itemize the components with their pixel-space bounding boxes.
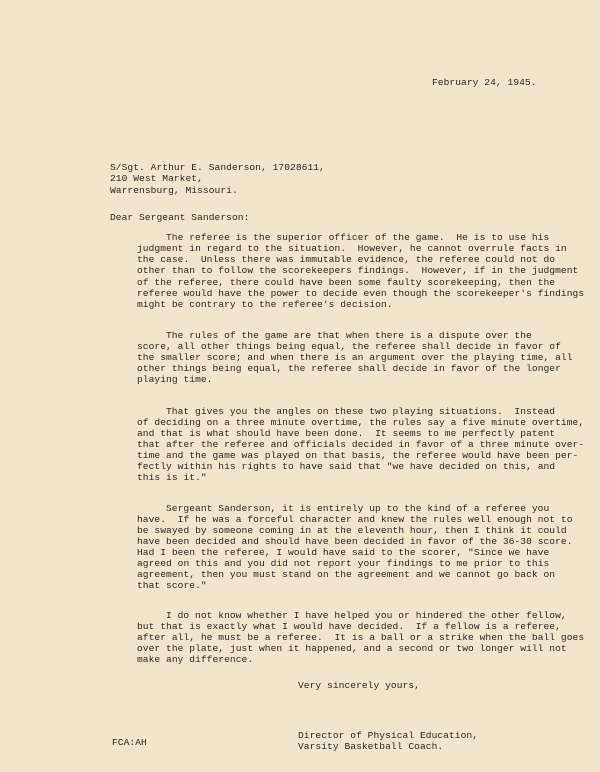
reference-initials: FCA:AH xyxy=(112,737,147,748)
text-line: other than to follow the scorekeepers findings. However, if in the judgment xyxy=(137,265,579,276)
text-line: The referee is the superior officer of the game. He is to use his xyxy=(166,232,550,243)
text-line: that after the referee and officials decided in favor of a three minute over- xyxy=(137,439,585,450)
text-line: score, all other things being equal, the referee shall decide in favor of xyxy=(137,341,561,352)
text-line: judgment in regard to the situation. However, he cannot overrule facts in xyxy=(137,243,567,254)
text-line: Sergeant Sanderson, it is entirely up to the kind of a referee you xyxy=(166,503,550,514)
signature-title-line: Varsity Basketball Coach. xyxy=(298,741,444,752)
text-line: Had I been the referee, I would have said to the scorer, "Since we have xyxy=(137,547,550,558)
text-line: and that is what should have been done. It seems to me perfectly patent xyxy=(137,428,556,439)
text-line: other things being equal, the referee shall decide in favor of the longer xyxy=(137,363,561,374)
text-line: That gives you the angles on these two playing situations. Instead xyxy=(166,406,556,417)
signature-title-line: Director of Physical Education, xyxy=(298,730,479,741)
text-line: that score." xyxy=(137,580,207,591)
text-line: agreement, then you must stand on the agreement and we cannot go back on xyxy=(137,569,556,580)
text-line: this is it." xyxy=(137,472,207,483)
closing: Very sincerely yours, xyxy=(298,680,420,691)
text-line: over the plate, just when it happened, and a second or two longer will not xyxy=(137,643,567,654)
address-line: S/Sgt. Arthur E. Sanderson, 17028611, xyxy=(110,162,325,173)
text-line: the smaller score; and when there is an argument over the playing time, all xyxy=(137,352,573,363)
letter-date: February 24, 1945. xyxy=(432,77,537,88)
text-line: playing time. xyxy=(137,374,213,385)
salutation: Dear Sergeant Sanderson: xyxy=(110,212,250,223)
text-line: make any difference. xyxy=(137,654,254,665)
text-line: agreed on this and you did not report your findings to me prior to this xyxy=(137,558,550,569)
text-line: but that is exactly what I would have decided. If a fellow is a referee, xyxy=(137,621,561,632)
address-line: 210 West Market, xyxy=(110,173,203,184)
text-line: of deciding on a three minute overtime, the rules say a five minute overtime, xyxy=(137,417,585,428)
text-line: of the referee, there could have been some faulty scorekeeping, then the xyxy=(137,277,556,288)
text-line: after all, he must be a referee. It is a ball or a strike when the ball goes xyxy=(137,632,585,643)
text-line: the case. Unless there was immutable evidence, the referee could not do xyxy=(137,254,556,265)
text-line: might be contrary to the referee's decision. xyxy=(137,299,393,310)
text-line: have been decided and should have been decided in favor of the 36-30 score. xyxy=(137,536,573,547)
text-line: be swayed by someone coming in at the eleventh hour, then I think it could xyxy=(137,525,567,536)
text-line: fectly within his rights to have said that "we have decided on this, and xyxy=(137,461,556,472)
text-line: I do not know whether I have helped you or hindered the other fellow, xyxy=(166,610,567,621)
text-line: The rules of the game are that when there is a dispute over the xyxy=(166,330,532,341)
address-line: Warrensburg, Missouri. xyxy=(110,185,238,196)
text-line: time and the game was played on that basis, the referee would have been per- xyxy=(137,450,579,461)
text-line: referee would have the power to decide even though the scorekeeper's findings xyxy=(137,288,585,299)
text-line: have. If he was a forceful character and knew the rules well enough not to xyxy=(137,514,573,525)
